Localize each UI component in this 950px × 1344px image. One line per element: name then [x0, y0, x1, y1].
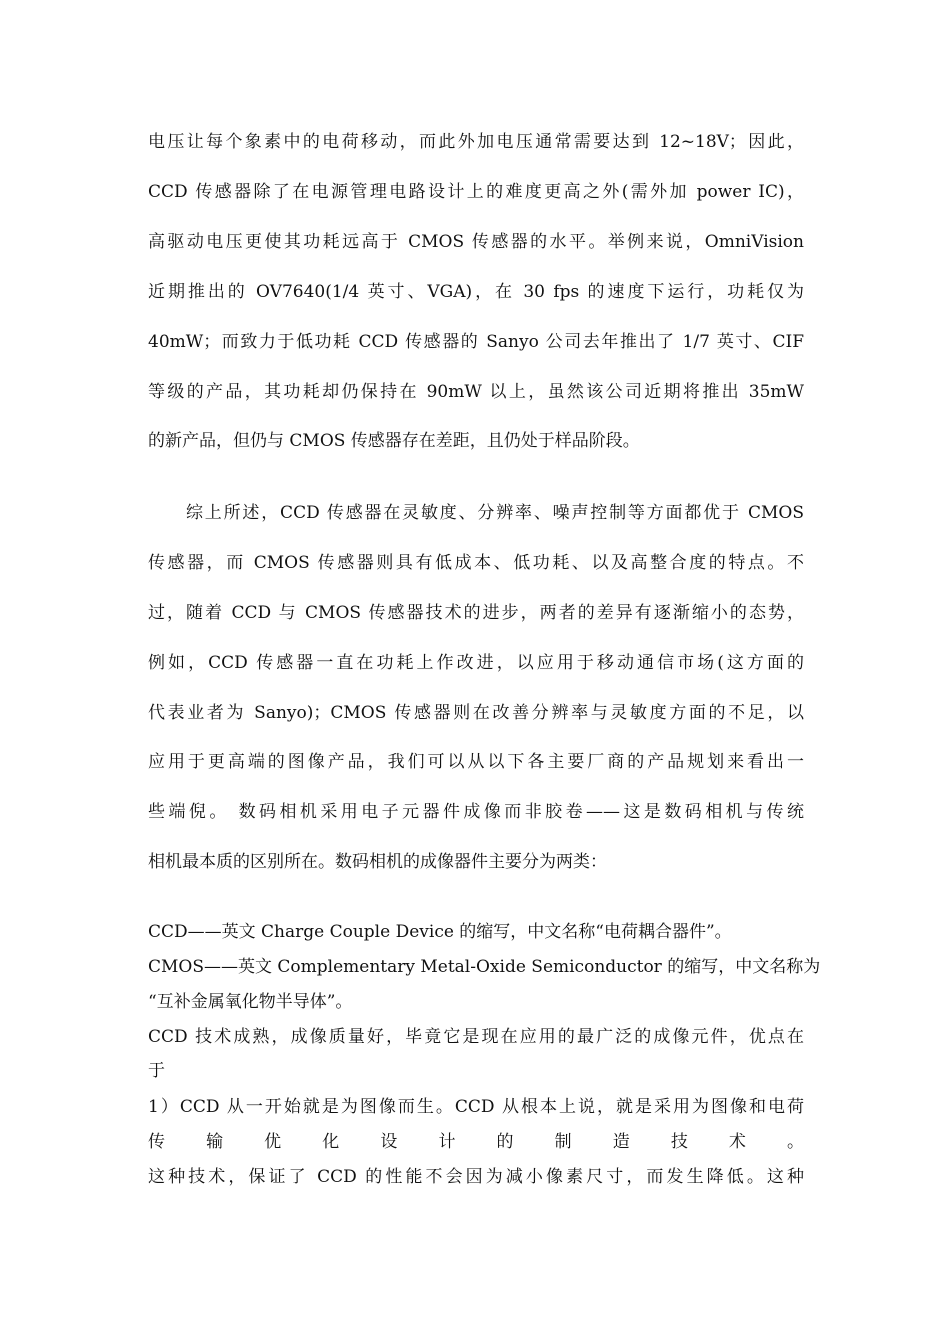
paragraph-3-line: CCD——英文 Charge Couple Device 的缩写，中文名称“电荷耦合器件”。 [148, 922, 732, 942]
paragraph-2-line: 传感器，而 CMOS 传感器则具有低成本、低功耗、以及高整合度的特点。不 [148, 553, 804, 573]
paragraph-2-line: 应用于更高端的图像产品，我们可以从以下各主要厂商的产品规划来看出一 [148, 752, 804, 772]
paragraph-1-line: 40mW；而致力于低功耗 CCD 传感器的 Sanyo 公司去年推出了 1/7 英寸、CIF [148, 332, 804, 352]
paragraph-3-line: CMOS——英文 Complementary Metal-Oxide Semiconductor 的缩写，中文名称为 [148, 957, 821, 977]
paragraph-1-line: 近期推出的 OV7640(1/4 英寸、VGA)，在 30 fps 的速度下运行，功耗仅为 [148, 282, 804, 302]
paragraph-3-line: CCD 技术成熟，成像质量好，毕竟它是现在应用的最广泛的成像元件，优点在 [148, 1027, 804, 1047]
paragraph-1-line: 电压让每个象素中的电荷移动，而此外加电压通常需要达到 12~18V；因此， [148, 132, 804, 152]
paragraph-2-line: 相机最本质的区别所在。数码相机的成像器件主要分为两类： [148, 852, 607, 872]
paragraph-2-line: 过，随着 CCD 与 CMOS 传感器技术的进步，两者的差异有逐渐缩小的态势， [148, 603, 804, 623]
paragraph-3-line: 于 [148, 1061, 165, 1081]
paragraph-3-line: 这种技术，保证了 CCD 的性能不会因为减小像素尺寸，而发生降低。这种 [148, 1167, 804, 1187]
paragraph-3-line: “互补金属氧化物半导体”。 [148, 992, 353, 1012]
paragraph-2-line: 代表业者为 Sanyo)；CMOS 传感器则在改善分辨率与灵敏度方面的不足，以 [148, 703, 804, 723]
paragraph-1-line: 高驱动电压更使其功耗远高于 CMOS 传感器的水平。举例来说，OmniVision [148, 232, 804, 252]
paragraph-2-line: 些端倪。 数码相机采用电子元器件成像而非胶卷——这是数码相机与传统 [148, 802, 804, 822]
paragraph-3-line: 1）CCD 从一开始就是为图像而生。CCD 从根本上说，就是采用为图像和电荷 [148, 1097, 804, 1117]
paragraph-1-line: 等级的产品，其功耗却仍保持在 90mW 以上，虽然该公司近期将推出 35mW [148, 382, 804, 402]
paragraph-1-line: CCD 传感器除了在电源管理电路设计上的难度更高之外(需外加 power IC)， [148, 182, 804, 202]
paragraph-3-line: 传 输 优 化 设 计 的 制 造 技 术 。 [148, 1132, 804, 1152]
paragraph-1-line: 的新产品，但仍与 CMOS 传感器存在差距，且仍处于样品阶段。 [148, 431, 640, 451]
paragraph-2-line: 例如，CCD 传感器一直在功耗上作改进，以应用于移动通信市场(这方面的 [148, 653, 804, 673]
paragraph-2-line: 综上所述，CCD 传感器在灵敏度、分辨率、噪声控制等方面都优于 CMOS [186, 503, 804, 523]
